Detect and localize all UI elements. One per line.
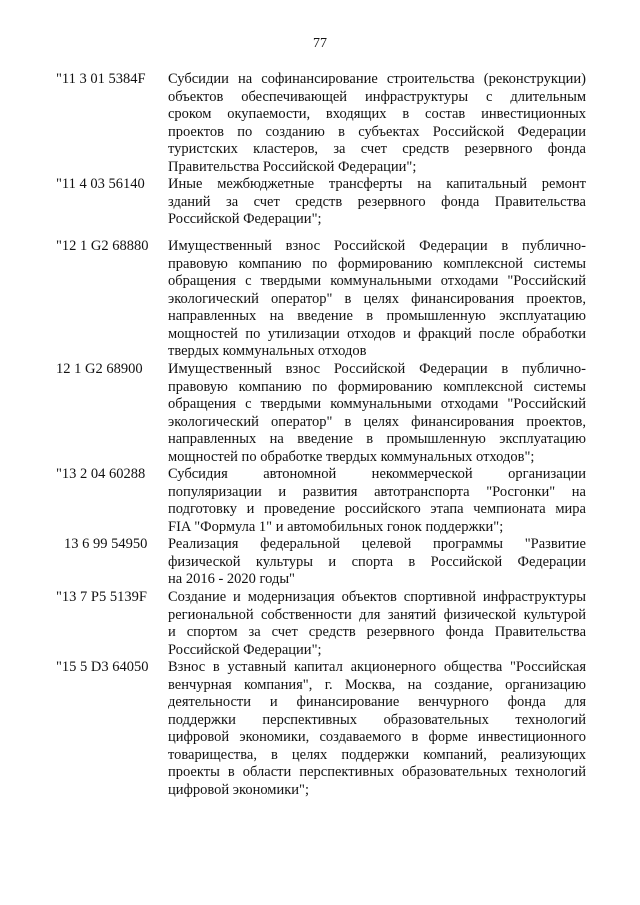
description-line: на 2016 - 2020 годы" [168,571,295,587]
description-line: региональной собственности для занятий физической культурой [168,606,586,623]
description-line: популяризации и развития автотранспорта "Росгонки" на [168,483,586,500]
description-line: Взнос в уставный капитал акционерного общества "Российская [168,659,586,675]
description-line: венчурная компания", г. Москва, на создание, организацию [168,676,586,693]
description-line: Субсидия автономной некоммерческой организации [168,466,586,482]
description-line: экологический оператор" в целях финансирования проектов, [168,290,586,307]
description-line: направленных на введение в промышленную эксплуатацию [168,431,586,447]
description-line: Субсидии на софинансирование строительства (реконструкции) [168,71,586,87]
classification-code: 12 1 G2 68900 [56,361,143,377]
entry-description [168,238,586,361]
classification-code: "15 5 D3 64050 [56,659,149,675]
description-line: физической культуры и спорта в Российской Федерации [168,553,586,570]
description-line: цифровой экономики"; [168,781,309,798]
classification-code: 13 6 99 54950 [64,536,148,552]
description-line: обращения с твердыми коммунальными отходами "Российский [168,273,586,289]
description-line: мощностей по обработке твердых коммунальных отходов"; [168,448,535,465]
description-line: Имущественный взнос Российской Федерации в публично- [168,238,586,254]
description-line: туристских кластеров, за счет средств резервного фонда [168,141,586,157]
description-line: Иные межбюджетные трансферты на капитальный ремонт [168,176,586,192]
description-line: цифровой экономики, создаваемого в форме инвестиционного [168,729,586,745]
description-line: Имущественный взнос Российской Федерации в публично- [168,361,586,377]
description-line: зданий за счет средств резервного фонда Правительства [168,193,586,210]
classification-code: "11 3 01 5384F [56,71,146,87]
description-line: поддержки перспективных образовательных технологий [168,711,586,728]
page-number: 77 [313,36,327,51]
description-line: экологический оператор" в целях финансирования проектов, [168,413,586,430]
description-line: деятельности и финансирование венчурного фонда для [168,694,586,710]
description-line: проектов по созданию в субъектах Российской Федерации [168,123,586,140]
classification-code: "13 2 04 60288 [56,466,146,482]
classification-code: "13 7 P5 5139F [56,589,147,605]
description-line: сроком окупаемости, входящих в состав инвестиционных [168,106,586,122]
description-line: FIA "Формула 1" и автомобильных гонок поддержки"; [168,518,504,535]
description-line: Российской Федерации"; [168,211,322,227]
description-line: Создание и модернизация объектов спортивной инфраструктуры [168,589,586,605]
entry-description [168,71,586,176]
entry-description [168,659,586,799]
classification-code: "12 1 G2 68880 [56,238,149,254]
description-line: товарищества, в целях поддержки компаний, реализующих [168,746,586,763]
entry-description [168,361,586,466]
description-line: правовую компанию по формированию комплексной системы [168,255,586,272]
description-line: направленных на введение в промышленную эксплуатацию [168,308,586,324]
entry-description [168,536,586,589]
classification-code: "11 4 03 56140 [56,176,145,192]
description-line: обращения с твердыми коммунальными отходами "Российский [168,396,586,412]
description-line: Российской Федерации"; [168,641,322,658]
description-line: Правительства Российской Федерации"; [168,158,417,175]
description-line: объектов обеспечивающей инфраструктуры с длительным [168,88,586,105]
description-line: мощностей по утилизации отходов и фракций после обработки [168,325,586,342]
description-line: твердых коммунальных отходов [168,343,367,359]
description-line: правовую компанию по формированию комплексной системы [168,378,586,395]
description-line: проекты в области перспективных образовательных технологий [168,764,586,780]
description-line: Реализация федеральной целевой программы "Развитие [168,536,586,552]
description-line: подготовку и проведение российского этапа чемпионата мира [168,501,586,517]
description-line: и спортом за счет средств резервного фонда Правительства [168,624,586,640]
entry-description [168,589,586,659]
entry-description [168,176,586,229]
entry-description [168,466,586,536]
